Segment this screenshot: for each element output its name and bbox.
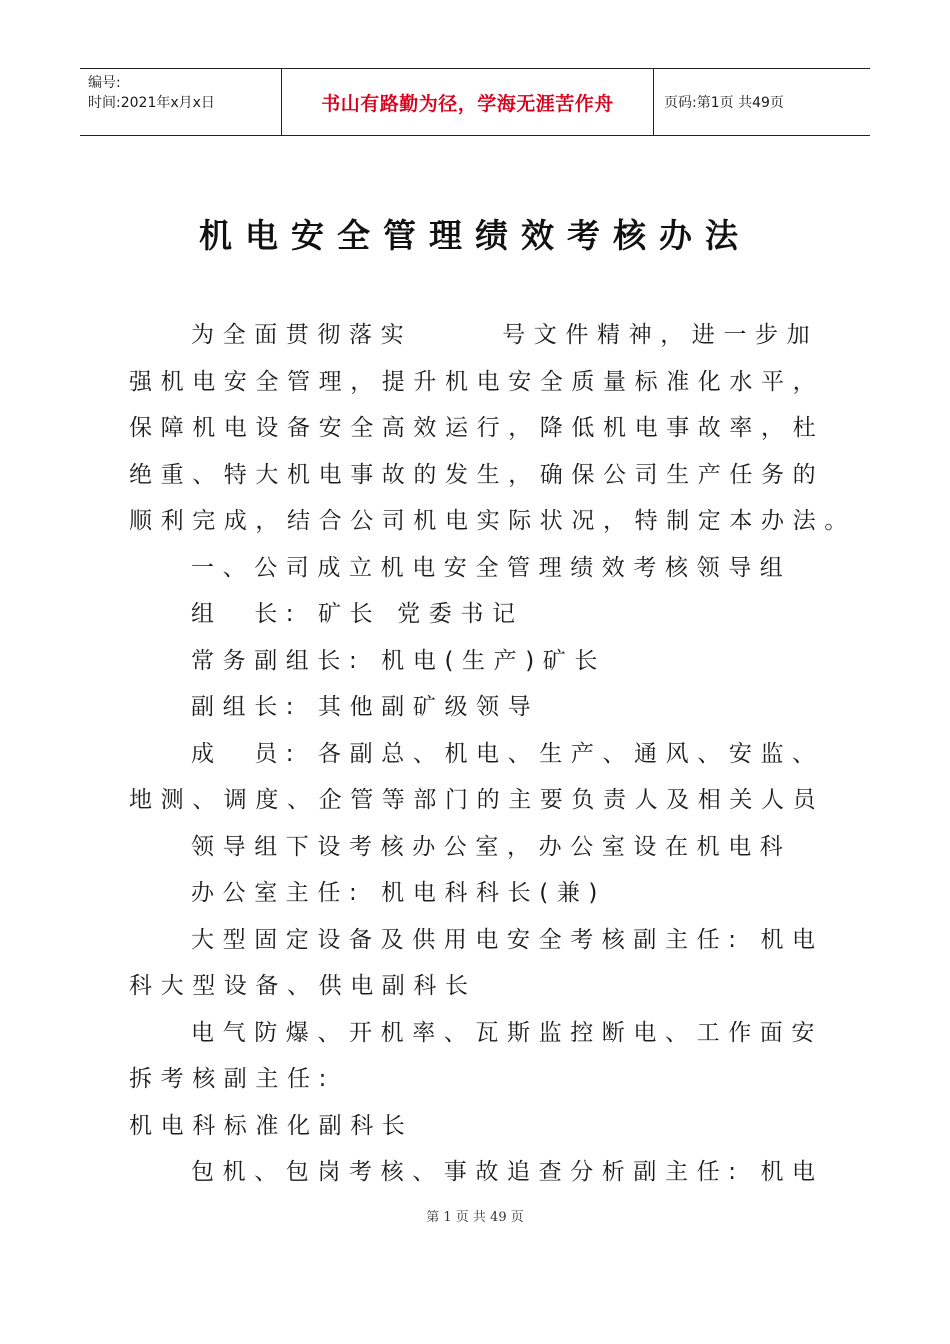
- members-line: 成 员: 各副总、机电、生产、通风、安监、: [191, 740, 824, 767]
- contract-assessment-line: 包机、包岗考核、事故追查分析副主任: 机电: [191, 1159, 824, 1185]
- paragraph-line: [129, 312, 829, 359]
- header-meta-cell: [80, 69, 282, 135]
- large-equipment-line: 大型固定设备及供用电安全考核副主任: 机电: [191, 926, 824, 953]
- header-motto: 书山有路勤为径，学海无涯苦作舟: [282, 69, 654, 135]
- header-table: [80, 68, 870, 136]
- header-page-label: 页码:第1页 共49页: [664, 95, 784, 111]
- document-time-label: 时间:2021年x月x日: [88, 95, 215, 111]
- paragraph-line: 强机电安全管理，提升机电安全质量标准化水平，: [129, 368, 825, 395]
- leader-line: 组 长: 矿长 党委书记: [191, 601, 524, 627]
- document-title: 机电安全管理绩效考核办法: [199, 216, 751, 255]
- section-heading: 一、公司成立机电安全管理绩效考核领导组: [191, 554, 792, 581]
- document-body: [129, 312, 856, 1196]
- paragraph-text: 号文件精神，进一步加: [502, 322, 819, 348]
- explosion-line: 拆考核副主任:: [129, 1066, 335, 1092]
- standardization-line: 机电科标准化副科长: [129, 1112, 414, 1139]
- paragraph-text: 为全面贯彻落实: [191, 322, 413, 348]
- office-director-line: 办公室主任: 机电科科长(兼): [191, 880, 607, 906]
- members-line: 地测、调度、企管等部门的主要负责人及相关人员: [129, 787, 825, 813]
- exec-deputy-line: 常务副组长: 机电(生产)矿长: [191, 647, 607, 674]
- document-number-label: 编号:: [88, 75, 121, 91]
- page-footer: 第 1 页 共 49 页: [426, 1210, 524, 1225]
- paragraph-line: 保障机电设备安全高效运行，降低机电事故率，杜: [129, 415, 825, 441]
- paragraph-line: 绝重、特大机电事故的发生，确保公司生产任务的: [129, 461, 825, 488]
- deputy-line: 副组长: 其他副矿级领导: [191, 694, 540, 720]
- explosion-line: 电气防爆、开机率、瓦斯监控断电、工作面安: [191, 1019, 823, 1046]
- large-equipment-line: 科大型设备、供电副科长: [129, 973, 477, 999]
- office-line: 领导组下设考核办公室，办公室设在机电科: [191, 833, 792, 860]
- paragraph-line: 顺利完成，结合公司机电实际状况，特制定本办法。: [129, 508, 856, 534]
